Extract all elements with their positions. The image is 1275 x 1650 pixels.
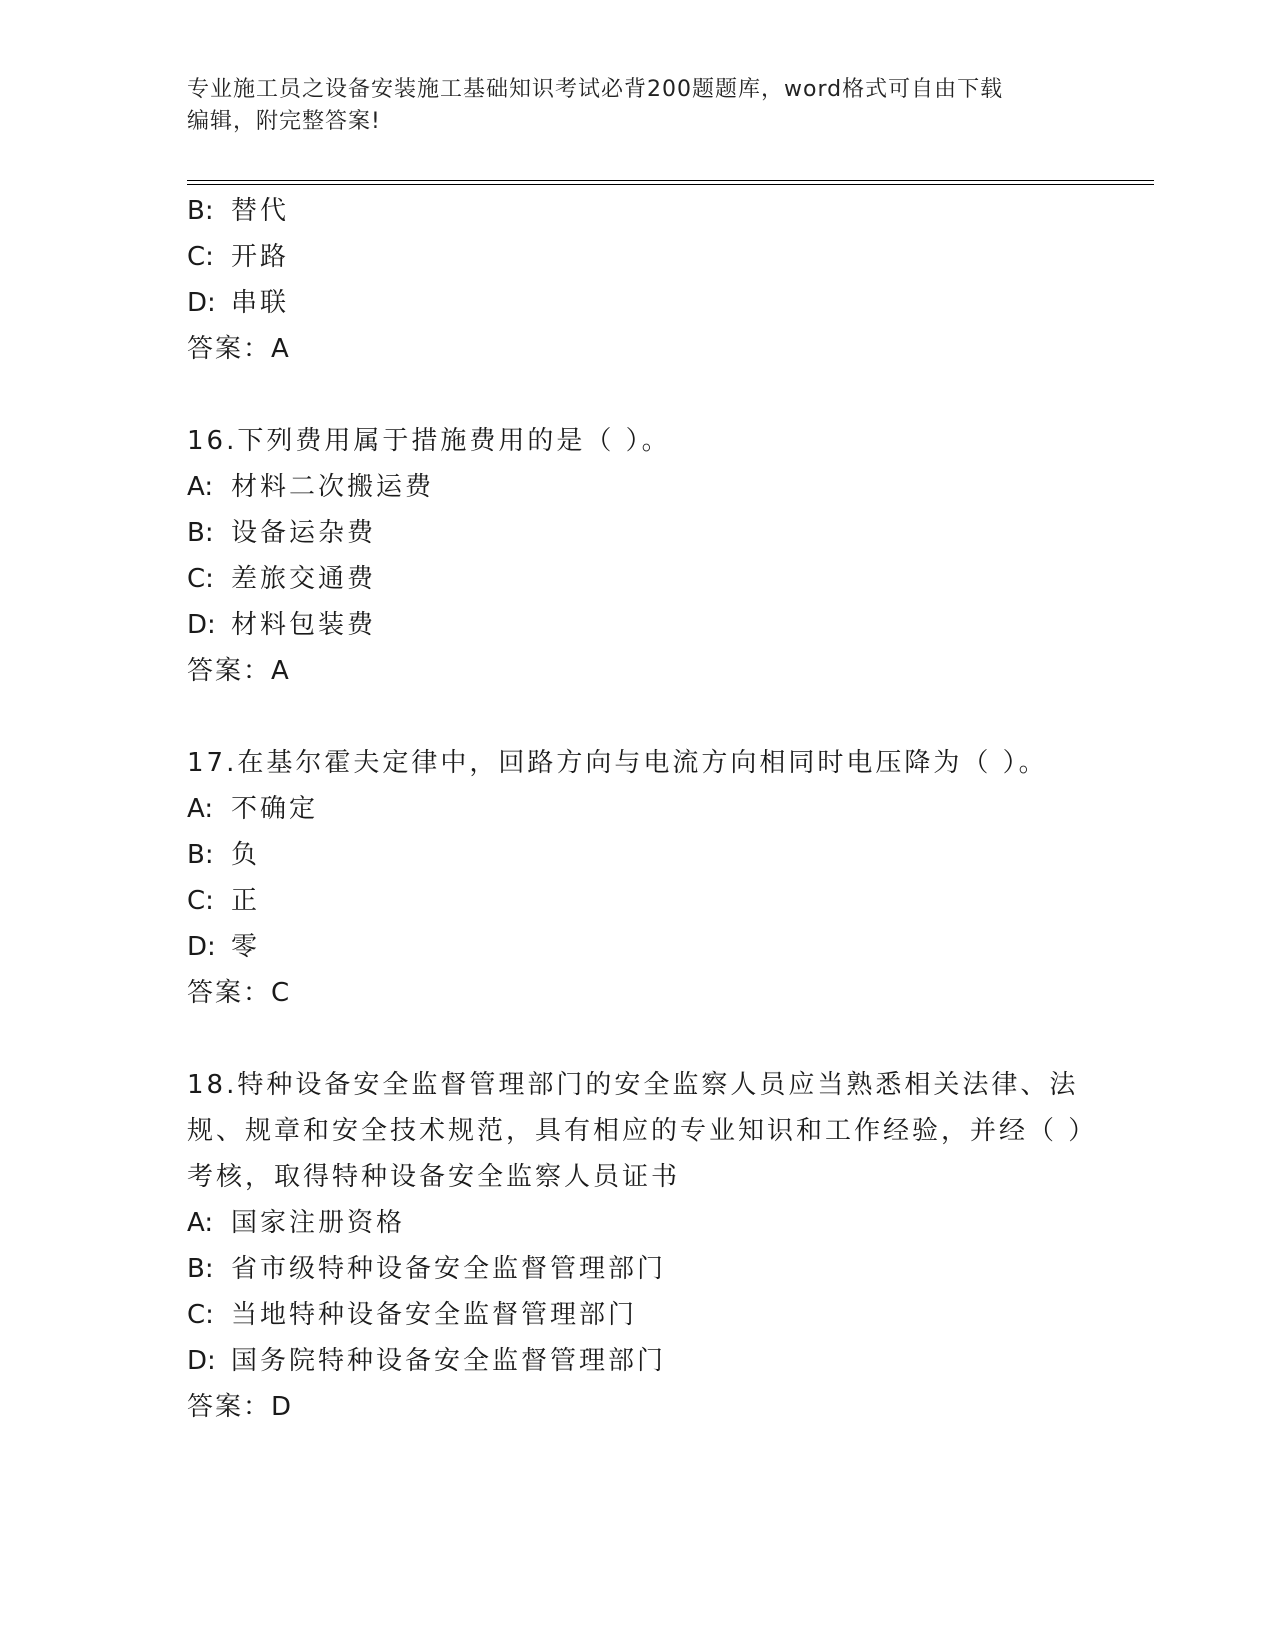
option-text: 设备运杂费 (231, 518, 377, 548)
option-c (187, 1292, 1107, 1338)
page-header (187, 74, 1087, 138)
option-c (187, 234, 1107, 280)
option-text: 材料二次搬运费 (231, 472, 435, 502)
option-text: 当地特种设备安全监督管理部门 (231, 1300, 638, 1330)
option-c (187, 556, 1107, 602)
header-divider (187, 180, 1154, 185)
answer: 答案：D (187, 1392, 294, 1422)
option-text: 差旅交通费 (231, 564, 377, 594)
option-b (187, 188, 1107, 234)
question-fragment (187, 188, 1107, 372)
option-letter: A: (187, 1208, 214, 1238)
option-text: 替代 (231, 196, 290, 226)
option-letter: B: (187, 196, 214, 226)
option-text: 负 (231, 840, 261, 870)
option-text: 串联 (231, 288, 290, 318)
option-text: 省市级特种设备安全监督管理部门 (231, 1254, 667, 1284)
option-b (187, 510, 1107, 556)
option-text: 零 (231, 932, 261, 962)
question-18 (187, 1062, 1107, 1430)
option-letter: C: (187, 564, 214, 594)
question-stem: 18.特种设备安全监督管理部门的安全监察人员应当熟悉相关法律、法规、规章和安全技术规范，具有相应的专业知识和工作经验，并经（ ）考核，取得特种设备安全监察人员证书 (187, 1070, 1085, 1192)
option-letter: B: (187, 518, 214, 548)
question-stem: 17.在基尔霍夫定律中，回路方向与电流方向相同时电压降为（ ）。 (187, 748, 1048, 778)
option-letter: A: (187, 472, 214, 502)
option-letter: A: (187, 794, 214, 824)
option-text: 国家注册资格 (231, 1208, 406, 1238)
option-a (187, 786, 1107, 832)
header-line-2: 编辑，附完整答案! (187, 109, 381, 134)
option-letter: D: (187, 288, 216, 318)
option-letter: C: (187, 886, 214, 916)
answer: 答案：A (187, 656, 291, 686)
option-letter: D: (187, 932, 216, 962)
option-letter: C: (187, 242, 214, 272)
question-16 (187, 418, 1107, 694)
option-d (187, 602, 1107, 648)
option-text: 国务院特种设备安全监督管理部门 (231, 1346, 667, 1376)
answer: 答案：A (187, 334, 291, 364)
document-body (187, 188, 1107, 1430)
option-b (187, 832, 1107, 878)
option-d (187, 924, 1107, 970)
option-d (187, 280, 1107, 326)
question-17 (187, 740, 1107, 1016)
option-text: 开路 (231, 242, 290, 272)
option-text: 材料包装费 (231, 610, 377, 640)
option-letter: C: (187, 1300, 214, 1330)
option-text: 正 (231, 886, 261, 916)
option-letter: B: (187, 1254, 214, 1284)
option-letter: D: (187, 1346, 216, 1376)
option-a (187, 464, 1107, 510)
question-stem: 16.下列费用属于措施费用的是（ ）。 (187, 426, 671, 456)
header-line-1: 专业施工员之设备安装施工基础知识考试必背200题题库，word格式可自由下载 (187, 77, 1004, 102)
option-letter: B: (187, 840, 214, 870)
option-c (187, 878, 1107, 924)
option-d (187, 1338, 1107, 1384)
option-b (187, 1246, 1107, 1292)
option-a (187, 1200, 1107, 1246)
option-text: 不确定 (231, 794, 319, 824)
option-letter: D: (187, 610, 216, 640)
answer: 答案：C (187, 978, 292, 1008)
